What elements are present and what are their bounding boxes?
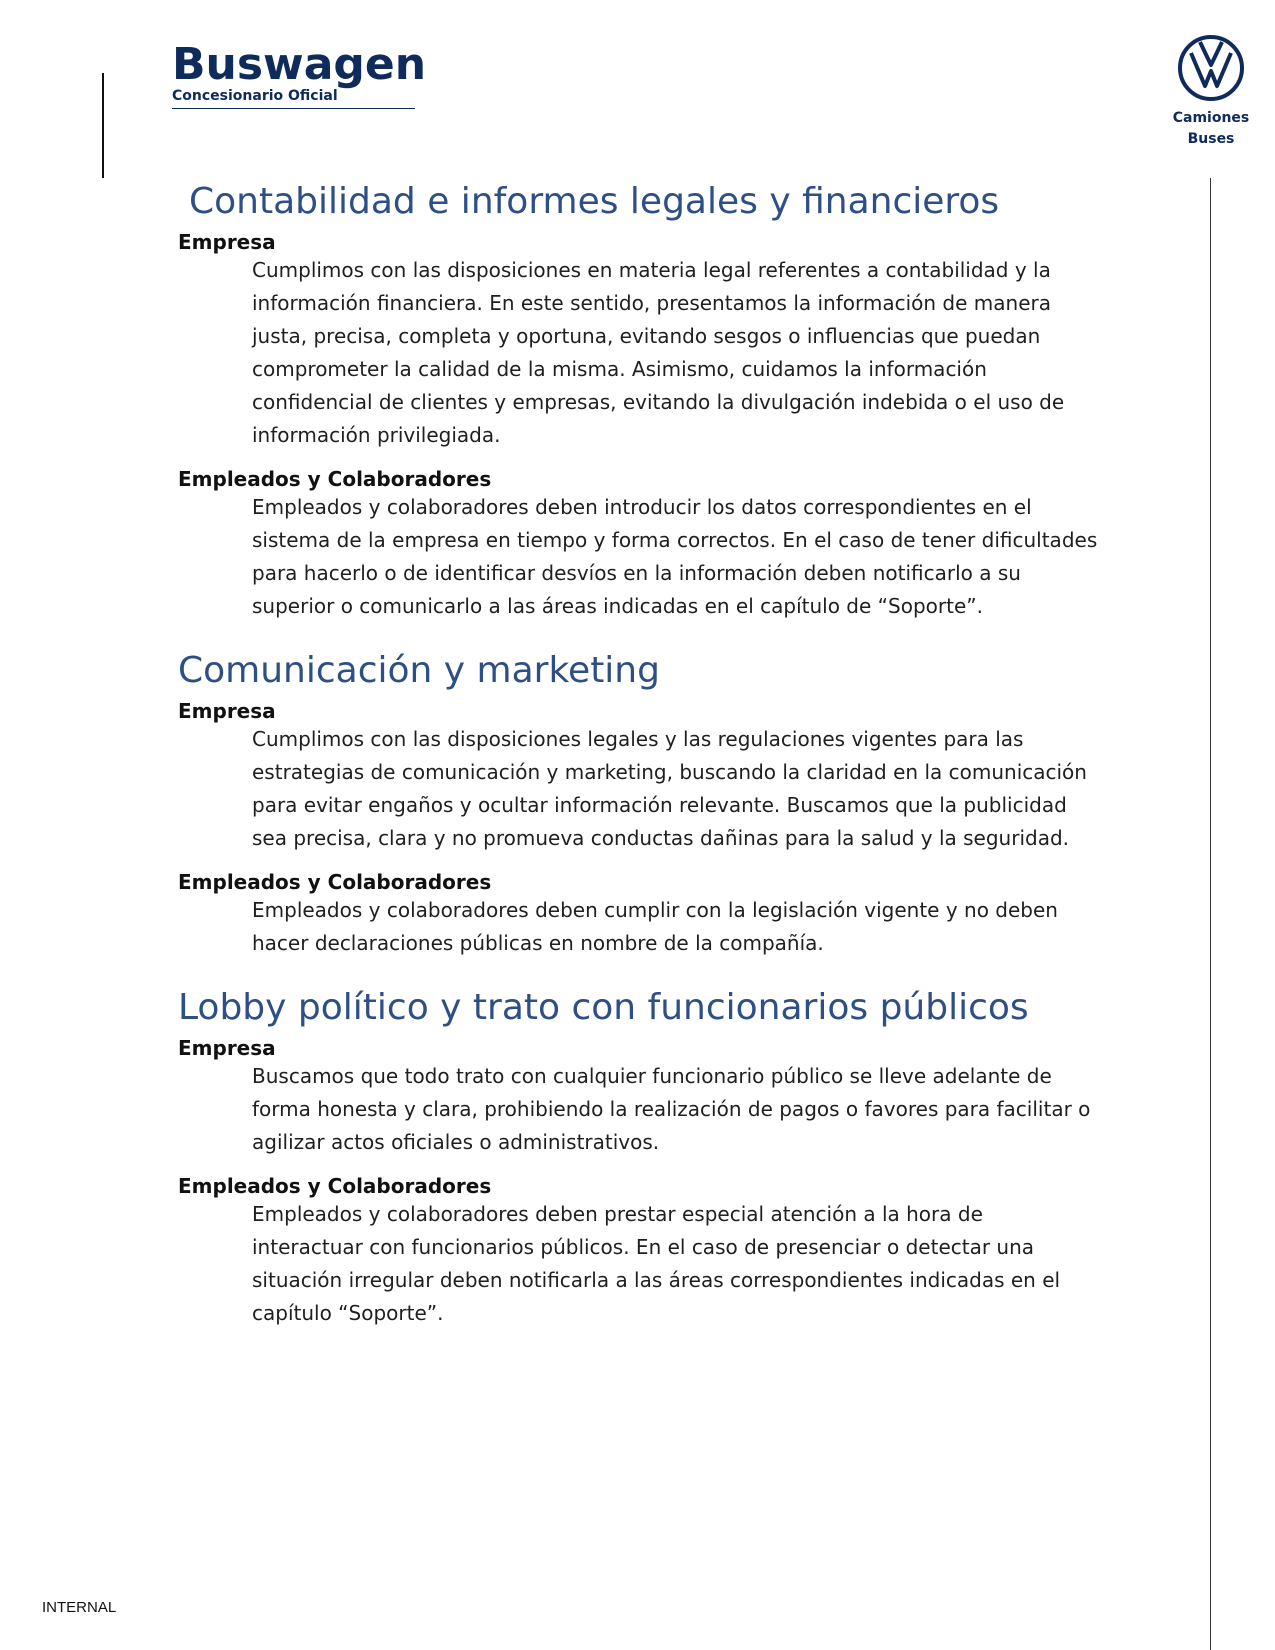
section-title: Contabilidad e informes legales y financieros [189,181,1000,222]
brand-underline [172,108,415,109]
brand-name: Buswagen [172,39,427,90]
sub-heading-empresa: Empresa [178,699,276,723]
document-body [178,178,1108,1354]
vw-line-camiones: Camiones [1172,110,1250,126]
paragraph: Empleados y colaboradores deben introducir los datos correspondientes en el sistema de la empresa en tiempo y forma correctos. En el caso de tener dificultades para hacerlo o de identificar desvíos en la información deben notificarlo a su superior o comunicarlo a las áreas indicadas en el capítulo de “Soporte”. [252,495,1098,618]
right-divider-line [1210,178,1211,1650]
sub-heading-empleados: Empleados y Colaboradores [178,870,492,894]
classification-label: INTERNAL [42,1599,117,1616]
vw-brand-text [1166,108,1256,150]
sub-heading-empresa: Empresa [178,230,276,254]
section-contabilidad [178,178,1108,623]
section-title: Lobby político y trato con funcionarios públicos [178,987,1029,1028]
vw-brand-block [1166,34,1256,150]
paragraph: Empleados y colaboradores deben prestar especial atención a la hora de interactuar con funcionarios públicos. En el caso de presenciar o detectar una situación irregular deben notificarla a las áreas correspondientes indicadas en el capítulo “Soporte”. [252,1202,1061,1325]
sub-heading-empleados: Empleados y Colaboradores [178,467,492,491]
left-divider-line [102,73,104,178]
brand-subtitle: Concesionario Oficial [172,88,338,104]
paragraph: Empleados y colaboradores deben cumplir con la legislación vigente y no deben hacer declaraciones públicas en nombre de la compañía. [252,898,1058,955]
section-comunicacion [178,647,1108,960]
paragraph: Cumplimos con las disposiciones en materia legal referentes a contabilidad y la información financiera. En este sentido, presentamos la información de manera justa, precisa, completa y oportuna, evitando sesgos o influencias que puedan comprometer la calidad de la misma. Asimismo, cuidamos la información confidencial de clientes y empresas, evitando la divulgación indebida o el uso de información privilegiada. [252,258,1065,447]
vw-line-buses: Buses [1187,131,1235,147]
sub-heading-empresa: Empresa [178,1036,276,1060]
buswagen-logo [172,39,427,109]
vw-logo-icon [1177,34,1245,102]
paragraph: Buscamos que todo trato con cualquier funcionario público se lleve adelante de forma honesta y clara, prohibiendo la realización de pagos o favores para facilitar o agilizar actos oficiales o administrativos. [252,1064,1091,1154]
section-title: Comunicación y marketing [178,650,660,691]
paragraph: Cumplimos con las disposiciones legales y las regulaciones vigentes para las estrategias de comunicación y marketing, buscando la claridad en la comunicación para evitar engaños y ocultar información relevante. Buscamos que la publicidad sea precisa, clara y no promueva conductas dañinas para la salud y la seguridad. [252,727,1087,850]
section-lobby [178,984,1108,1330]
sub-heading-empleados: Empleados y Colaboradores [178,1174,492,1198]
